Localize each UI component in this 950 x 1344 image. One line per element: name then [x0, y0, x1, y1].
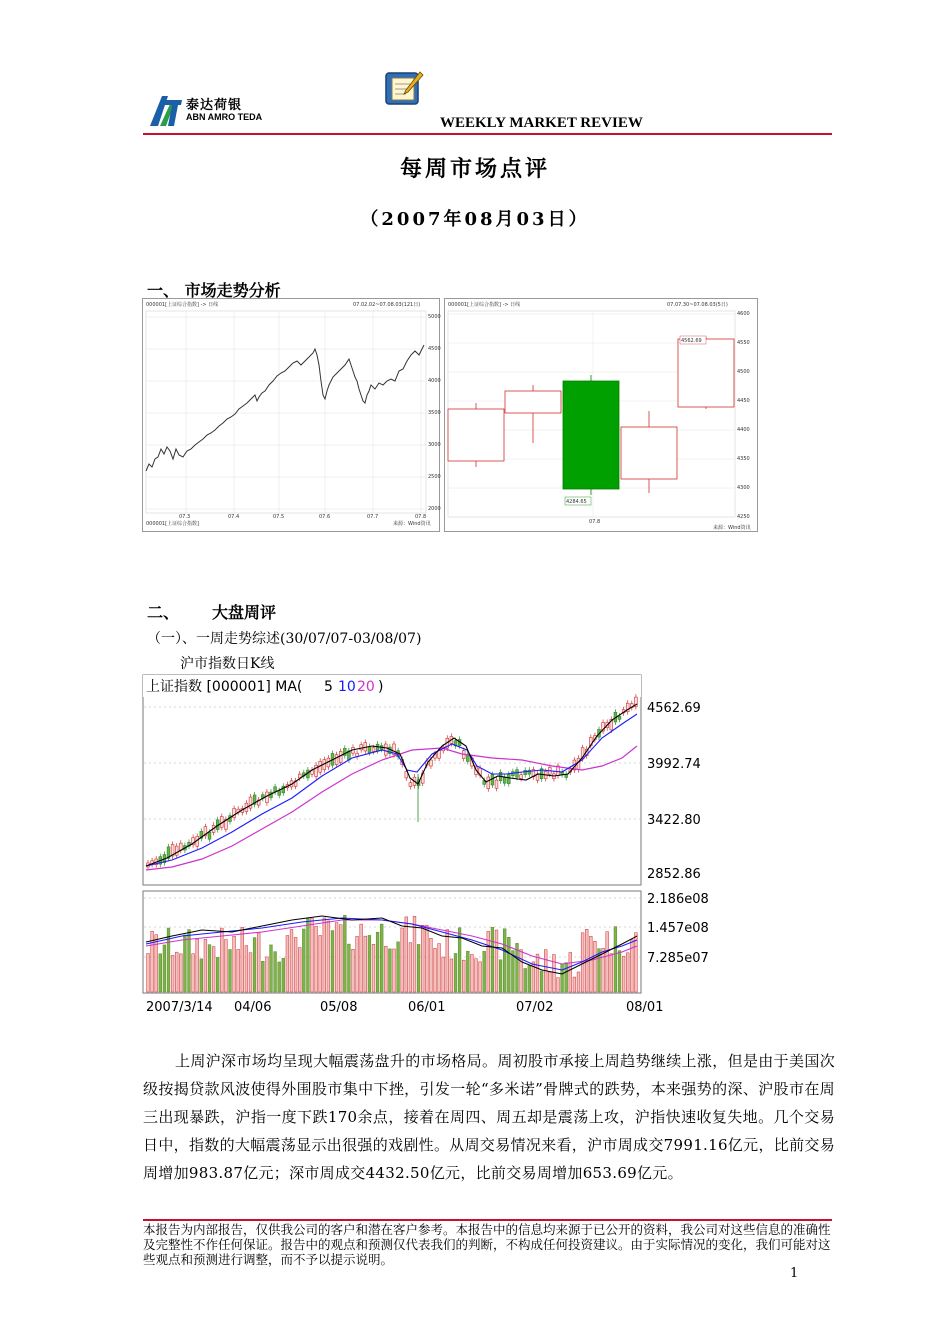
- date-tick: 2007/3/14: [146, 1000, 213, 1015]
- candle-body: [503, 778, 506, 784]
- volume-bar: [594, 941, 597, 992]
- volume-bar: [503, 929, 506, 992]
- chart-right-source: 来源：Wind资讯: [713, 525, 751, 531]
- x-tick: 07.7: [367, 514, 379, 520]
- volume-bar: [155, 935, 158, 992]
- candle-5: [678, 337, 734, 409]
- section-2-number: 二、: [147, 603, 180, 622]
- volume-bar: [179, 954, 182, 992]
- index-line: [146, 345, 424, 471]
- y-tick: 4300: [737, 485, 750, 491]
- market-summary-paragraph: 上周沪深市场均呈现大幅震荡盘升的市场格局。周初股市承接上周趋势继续上涨，但是由于美国次级按揭贷款风波使得外围股市集中下挫，引发一轮“多米诺”骨牌式的跌势，本来强势的深、沪股市在周三出现暴跌，沪指一度下跌170余点，接着在周四、周五却是震荡上攻，沪指快速收复失地。几个交易日中，指数的大幅震荡显示出很强的戏剧性。从周交易情况来看，沪市周成交7991.16亿元，比前交易周增加983.87亿元；深市周成交4432.50亿元，比前交易周增加653.69亿元。: [143, 1052, 835, 1182]
- volume-bar: [380, 924, 383, 992]
- volume-bar: [610, 954, 613, 992]
- volume-bar: [401, 928, 404, 992]
- volume-bar: [548, 972, 551, 992]
- volume-bar: [397, 942, 400, 992]
- volume-bar: [507, 937, 510, 992]
- volume-bar: [167, 928, 170, 992]
- logo-english-name: ABN AMRO TEDA: [186, 112, 263, 122]
- volume-bar: [384, 946, 387, 992]
- volume-bar: [528, 966, 531, 992]
- chart-right-header: 000001[上证综合指数] -> 日线: [448, 302, 521, 308]
- low-label: 4284.65: [566, 499, 587, 505]
- volume-bar: [327, 921, 330, 992]
- candle-body: [376, 744, 379, 751]
- candle-body: [372, 748, 375, 752]
- y-tick: 2500: [428, 474, 441, 480]
- chart-left-footer: 000001[上证综合指数]: [146, 521, 199, 527]
- volume-bar: [225, 940, 228, 992]
- volume-bar: [261, 961, 264, 992]
- chart-left-source: 来源：Wind资讯: [393, 521, 431, 527]
- volume-bar: [393, 949, 396, 992]
- volume-bar: [249, 953, 252, 992]
- volume-bar: [442, 957, 445, 992]
- volume-bar: [245, 946, 248, 992]
- volume-bar: [343, 915, 346, 992]
- chart-left-range: 07.02.02~07.08.03(121日): [353, 302, 421, 308]
- x-tick: 07.5: [273, 514, 285, 520]
- footer-divider: [143, 1219, 832, 1221]
- volume-bar: [499, 960, 502, 992]
- candle-body: [384, 744, 387, 755]
- volume-bar: [565, 963, 568, 992]
- candle-body: [430, 760, 433, 766]
- y-tick: 4500: [428, 346, 441, 352]
- volume-bar: [454, 953, 457, 992]
- candle-body: [438, 750, 441, 758]
- candle-3: [563, 375, 619, 495]
- candle-body: [495, 780, 498, 788]
- volume-bar: [462, 960, 465, 992]
- volume-bar: [200, 959, 203, 992]
- volume-bar: [376, 932, 379, 992]
- volume-bar: [577, 972, 580, 992]
- volume-bar: [589, 936, 592, 992]
- volume-bar: [524, 968, 527, 992]
- volume-bar: [606, 932, 609, 992]
- candle-body: [507, 774, 510, 783]
- chart-index-candles: [444, 298, 758, 532]
- kline-title: 上证指数 [000001] MA(: [146, 679, 303, 695]
- volume-bar: [290, 929, 293, 992]
- volume-bar: [360, 924, 363, 992]
- y-tick: 2000: [428, 506, 441, 512]
- volume-bar: [147, 953, 150, 992]
- chart-right-range: 07.07.30~07.08.03(5日): [667, 302, 728, 308]
- volume-bar: [274, 952, 277, 992]
- candle-body: [487, 777, 490, 789]
- chart-caption: 沪市指数日K线: [180, 656, 275, 672]
- page-number: 1: [790, 1266, 799, 1281]
- volume-bar: [421, 925, 424, 992]
- volume-bar: [278, 962, 281, 992]
- volume-tick: 7.285e07: [647, 951, 709, 966]
- volume-tick: 2.186e08: [647, 892, 709, 907]
- candle-body: [409, 783, 412, 787]
- date-tick: 08/01: [626, 1000, 664, 1015]
- volume-bar: [495, 930, 498, 992]
- candle-body: [360, 745, 363, 750]
- price-tick: 4562.69: [647, 701, 701, 716]
- candle-body: [368, 747, 371, 753]
- candle-body: [266, 792, 269, 803]
- volume-bar: [204, 939, 207, 992]
- logo-chinese-name: 泰达荷银: [186, 98, 243, 113]
- candle-body: [577, 758, 580, 769]
- volume-bar: [298, 948, 301, 992]
- candle-body: [175, 846, 178, 855]
- volume-bar: [216, 957, 219, 992]
- kline-title-close: ): [378, 679, 384, 695]
- volume-bar: [430, 938, 433, 992]
- candle-body: [516, 770, 519, 777]
- volume-bar: [446, 930, 449, 992]
- date-tick: 05/08: [320, 1000, 358, 1015]
- volume-bar: [323, 918, 326, 992]
- x-tick: 07.3: [179, 514, 191, 520]
- volume-bar: [286, 936, 289, 992]
- candle-1: [448, 403, 504, 467]
- volume-bar: [196, 939, 199, 992]
- volume-bar: [483, 951, 486, 992]
- volume-bar: [339, 925, 342, 992]
- ma10-label: 10: [338, 679, 356, 695]
- volume-bar: [270, 945, 273, 992]
- volume-bar: [372, 944, 375, 992]
- volume-bar: [405, 917, 408, 992]
- x-tick: 07.6: [319, 514, 331, 520]
- volume-bar: [335, 923, 338, 992]
- volume-bar: [540, 971, 543, 992]
- volume-bar: [438, 944, 441, 992]
- y-tick: 4400: [737, 427, 750, 433]
- candle-body: [524, 770, 527, 774]
- x-tick: 07.8: [415, 514, 427, 520]
- volume-bar: [282, 958, 285, 992]
- volume-tick: 1.457e08: [647, 921, 709, 936]
- candle-body: [278, 791, 281, 795]
- y-tick: 5000: [428, 314, 441, 320]
- volume-bar: [220, 928, 223, 992]
- volume-bar: [184, 935, 187, 992]
- y-tick: 3500: [428, 410, 441, 416]
- y-tick: 4550: [737, 340, 750, 346]
- volume-bar: [475, 959, 478, 992]
- volume-bar: [450, 959, 453, 992]
- chart-index-line: [142, 298, 440, 532]
- section-2-heading: 大盘周评: [212, 603, 277, 622]
- y-tick: 4000: [428, 378, 441, 384]
- volume-bar: [557, 978, 560, 992]
- volume-bar: [614, 927, 617, 992]
- volume-bar: [553, 955, 556, 992]
- volume-bar: [635, 933, 638, 992]
- y-tick: 4350: [737, 456, 750, 462]
- chart-left-header: 000001[上证综合指数] -> 日线: [146, 302, 219, 308]
- volume-bar: [471, 954, 474, 992]
- high-label: 4562.69: [681, 338, 702, 344]
- volume-bar: [319, 935, 322, 992]
- volume-bar: [159, 954, 162, 992]
- volume-bar: [602, 948, 605, 992]
- disclaimer-text: 本报告为内部报告，仅供我公司的客户和潜在客户参考。本报告中的信息均来源于已公开的资料，我公司对这些信息的准确性及完整性不作任何保证。报告中的观点和预测仅代表我们的判断，不构成任何投资建议。由于实际情况的变化，我们可能对这些观点和预测进行调整，而不予以提示说明。: [143, 1222, 831, 1267]
- volume-bar: [311, 919, 314, 992]
- volume-bar: [294, 937, 297, 992]
- volume-bar: [302, 929, 305, 992]
- volume-bar: [389, 949, 392, 992]
- date-tick: 04/06: [234, 1000, 272, 1015]
- volume-bar: [212, 947, 215, 992]
- candle-2: [505, 385, 561, 443]
- volume-bar: [307, 918, 310, 992]
- company-logo-icon: [148, 92, 184, 128]
- volume-bar: [626, 953, 629, 992]
- y-tick: 3000: [428, 442, 441, 448]
- price-tick: 3422.80: [647, 813, 701, 828]
- volume-bar: [573, 977, 576, 992]
- volume-bar: [253, 938, 256, 992]
- volume-bar: [257, 933, 260, 992]
- volume-bar: [409, 943, 412, 992]
- volume-bar: [466, 951, 469, 992]
- y-tick: 4600: [737, 311, 750, 317]
- volume-bar: [233, 936, 236, 992]
- volume-bar: [434, 948, 437, 992]
- volume-bar: [237, 949, 240, 992]
- price-tick: 3992.74: [647, 757, 701, 772]
- volume-bar: [171, 955, 174, 992]
- notepad-pencil-icon: [384, 70, 424, 106]
- volume-bar: [315, 926, 318, 992]
- report-type-label: WEEKLY MARKET REVIEW: [440, 115, 643, 131]
- date-tick: 06/01: [408, 1000, 446, 1015]
- report-date: （2007年08月03日）: [360, 209, 590, 230]
- candle-body: [339, 752, 342, 763]
- volume-bar: [491, 927, 494, 992]
- y-tick: 4500: [737, 369, 750, 375]
- header-divider: [143, 133, 832, 135]
- volume-bar: [364, 936, 367, 992]
- price-tick: 2852.86: [647, 867, 701, 882]
- volume-bar: [208, 945, 211, 992]
- volume-bar: [348, 944, 351, 992]
- candle-body: [618, 716, 621, 719]
- subsection-heading: （一）、一周走势综述(30/07/07-03/08/07): [147, 631, 422, 647]
- candle-4: [621, 411, 677, 493]
- ma20-label: 20: [357, 679, 375, 695]
- candle-body: [335, 755, 338, 765]
- volume-bar: [368, 935, 371, 992]
- volume-bar: [520, 950, 523, 992]
- x-tick: 07.8: [589, 519, 601, 525]
- candle-body: [520, 775, 523, 779]
- page-title: 每周市场点评: [399, 156, 550, 182]
- volume-bar: [569, 952, 572, 992]
- volume-bar: [352, 949, 355, 992]
- volume-bar: [536, 954, 539, 992]
- volume-bar: [479, 962, 482, 992]
- volume-bar: [266, 957, 269, 992]
- volume-bar: [561, 964, 564, 992]
- candle-body: [208, 832, 211, 839]
- date-tick: 07/02: [516, 1000, 554, 1015]
- section-1-heading: 一、 市场走势分析: [147, 281, 281, 300]
- y-tick: 4450: [737, 398, 750, 404]
- y-tick: 4250: [737, 514, 750, 520]
- volume-bar: [356, 936, 359, 992]
- volume-bar: [618, 951, 621, 992]
- volume-bar: [163, 945, 166, 992]
- volume-bar: [175, 952, 178, 992]
- volume-bar: [192, 954, 195, 992]
- volume-bar: [622, 956, 625, 992]
- candle-body: [249, 797, 252, 808]
- volume-bar: [425, 925, 428, 992]
- volume-bar: [229, 949, 232, 992]
- volume-bar: [331, 931, 334, 992]
- kline-chart: [142, 674, 709, 1019]
- ma5-label: 5: [324, 679, 333, 695]
- x-tick: 07.4: [228, 514, 240, 520]
- volume-bar: [241, 927, 244, 992]
- volume-bar: [417, 944, 420, 992]
